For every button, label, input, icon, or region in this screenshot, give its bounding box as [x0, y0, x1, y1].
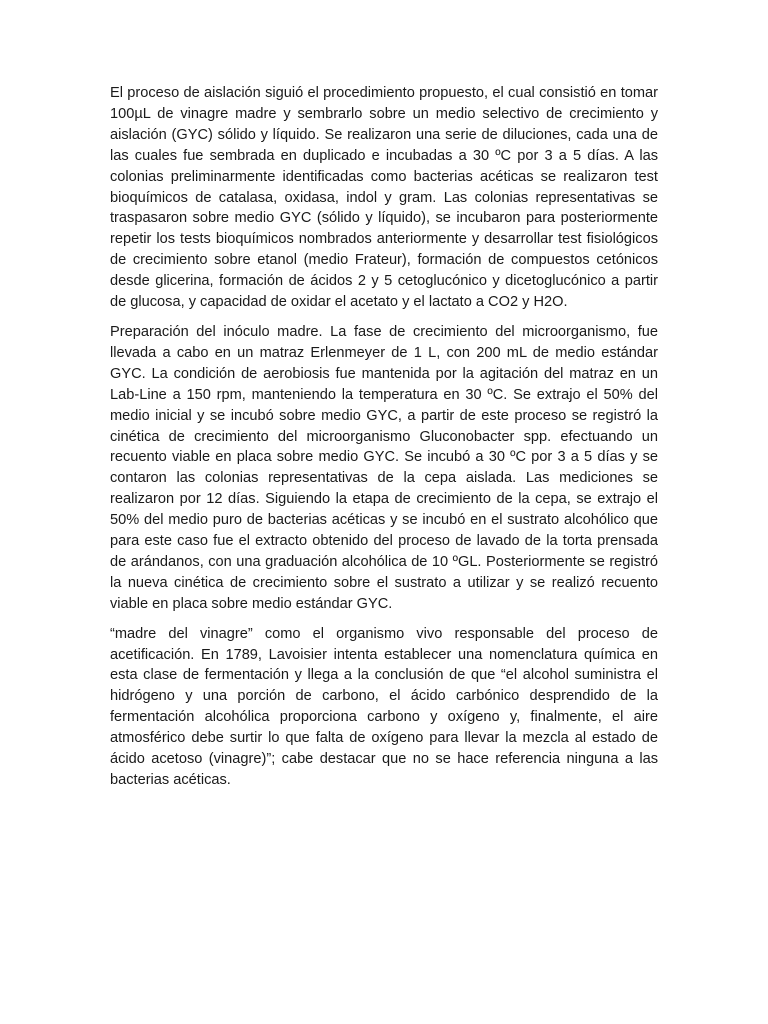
- paragraph-vinegar-mother-history: “madre del vinagre” como el organismo vivo responsable del proceso de acetificación. En 1789, Lavoisier intenta establecer una nomenclatura química en esta clase de fermentación y llega a la conclusión de que “el alcohol suministra el hidrógeno y una porción de carbono, el ácido carbónico desprendido de la fermentación alcohólica proporciona carbono y oxígeno y, finalmente, el aire atmosférico debe surtir lo que falta de oxígeno para llevar la mezcla al estado de ácido acetoso (vinagre)”; cabe destacar que no se hace referencia ninguna a las bacterias acéticas.: [110, 625, 658, 788]
- paragraph-isolation-process: El proceso de aislación siguió el procedimiento propuesto, el cual consistió en tomar 100µL de vinagre madre y sembrarlo sobre un medio selectivo de crecimiento y aislación (GYC) sólido y líquido. Se realizaron una serie de diluciones, cada una de las cuales fue sembrada en duplicado e incubadas a 30 ºC por 3 a 5 días. A las colonias preliminarmente identificadas como bacterias acéticas se realizaron test bioquímicos de catalasa, oxidasa, indol y gram. Las colonias representativas se traspasaron sobre medio GYC (sólido y líquido), se incubaron para posteriormente repetir los tests bioquímicos nombrados anteriormente y desarrollar test fisiológicos de crecimiento sobre etanol (medio Frateur), formación de compuestos cetónicos desde glicerina, formación de ácidos 2 y 5 cetoglucónico y dicetoglucónico a partir de glucosa, y capacidad de oxidar el acetato y el lactato a CO2 y H2O.: [110, 85, 658, 311]
- document-page: [110, 83, 658, 800]
- paragraph-inoculum-preparation: Preparación del inóculo madre. La fase de crecimiento del microorganismo, fue llevada a cabo en un matraz Erlenmeyer de 1 L, con 200 mL de medio estándar GYC. La condición de aerobiosis fue mantenida por la agitación del matraz en un Lab-Line a 150 rpm, manteniendo la temperatura en 30 ºC. Se extrajo el 50% del medio inicial y se incubó sobre medio GYC, a partir de este proceso se registró la cinética de crecimiento del microorganismo Gluconobacter spp. efectuando un recuento viable en placa sobre medio GYC. Se incubó a 30 ºC por 3 a 5 días y se contaron las colonias representativas de la cepa aislada. Las mediciones se realizaron por 12 días. Siguiendo la etapa de crecimiento de la cepa, se extrajo el 50% del medio puro de bacterias acéticas y se incubó en el sustrato alcohólico que para este caso fue el extracto obtenido del proceso de lavado de la torta prensada de arándanos, con una graduación alcohólica de 10 ºGL. Posteriormente se registró la nueva cinética de crecimiento sobre el sustrato a utilizar y se realizó recuento viable en placa sobre medio estándar GYC.: [110, 323, 658, 612]
